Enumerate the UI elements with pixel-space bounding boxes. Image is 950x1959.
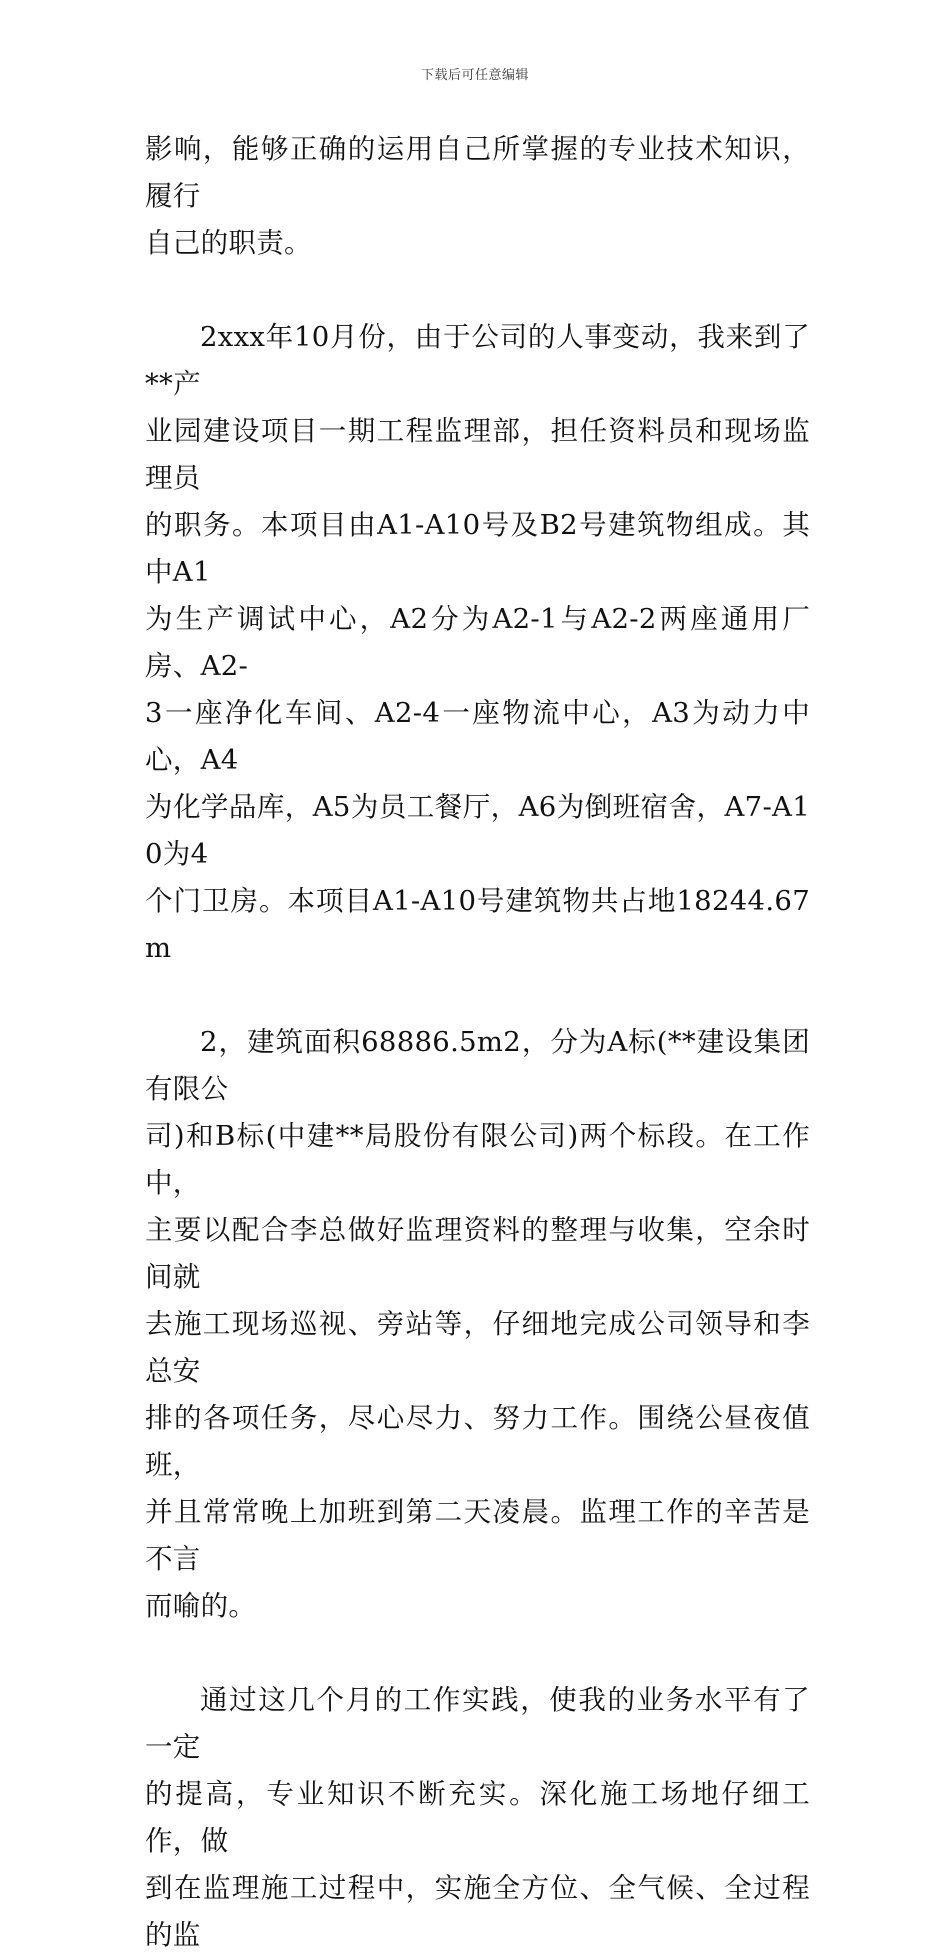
text-line: 通过这几个月的工作实践，使我的业务水平有了一定	[145, 1684, 810, 1763]
paragraph-3	[145, 1019, 810, 1630]
text-line: 而喻的。	[145, 1590, 257, 1622]
text-line: 的职务。本项目由A1-A10号及B2号建筑物组成。其中A1	[145, 509, 810, 588]
paragraph-2	[145, 314, 810, 972]
text-line: 到在监理施工过程中，实施全方位、全气候、全过程的监	[145, 1872, 810, 1951]
text-line: 主要以配合李总做好监理资料的整理与收集，空余时间就	[145, 1214, 810, 1293]
document-body	[145, 126, 810, 1959]
text-line: 业园建设项目一期工程监理部，担任资料员和现场监理员	[145, 415, 810, 494]
text-line: 为化学品库，A5为员工餐厅，A6为倒班宿舍，A7-A10为4	[145, 791, 810, 870]
paragraph-4	[145, 1677, 810, 1959]
text-line: 司)和B标(中建**局股份有限公司)两个标段。在工作中，	[145, 1120, 810, 1199]
text-line: 的提高，专业知识不断充实。深化施工场地仔细工作，做	[145, 1778, 810, 1857]
text-line: 2，建筑面积68886.5m2，分为A标(**建设集团有限公	[145, 1026, 810, 1105]
paragraph-1	[145, 126, 810, 267]
text-line: 并且常常晚上加班到第二天凌晨。监理工作的辛苦是不言	[145, 1496, 810, 1575]
text-line: 自己的职责。	[145, 227, 312, 259]
text-line: 排的各项任务，尽心尽力、努力工作。围绕公昼夜值班，	[145, 1402, 810, 1481]
text-line: 去施工现场巡视、旁站等，仔细地完成公司领导和李总安	[145, 1308, 810, 1387]
text-line: 个门卫房。本项目A1-A10号建筑物共占地18244.67m	[145, 885, 810, 964]
text-line: 3一座净化车间、A2-4一座物流中心，A3为动力中心，A4	[145, 697, 810, 776]
text-line: 2xxx年10月份，由于公司的人事变动，我来到了**产	[145, 321, 810, 400]
text-line: 为生产调试中心，A2分为A2-1与A2-2两座通用厂房、A2-	[145, 603, 810, 682]
text-line: 影响，能够正确的运用自己所掌握的专业技术知识，履行	[145, 133, 810, 212]
page-header: 下载后可任意编辑	[420, 68, 529, 83]
